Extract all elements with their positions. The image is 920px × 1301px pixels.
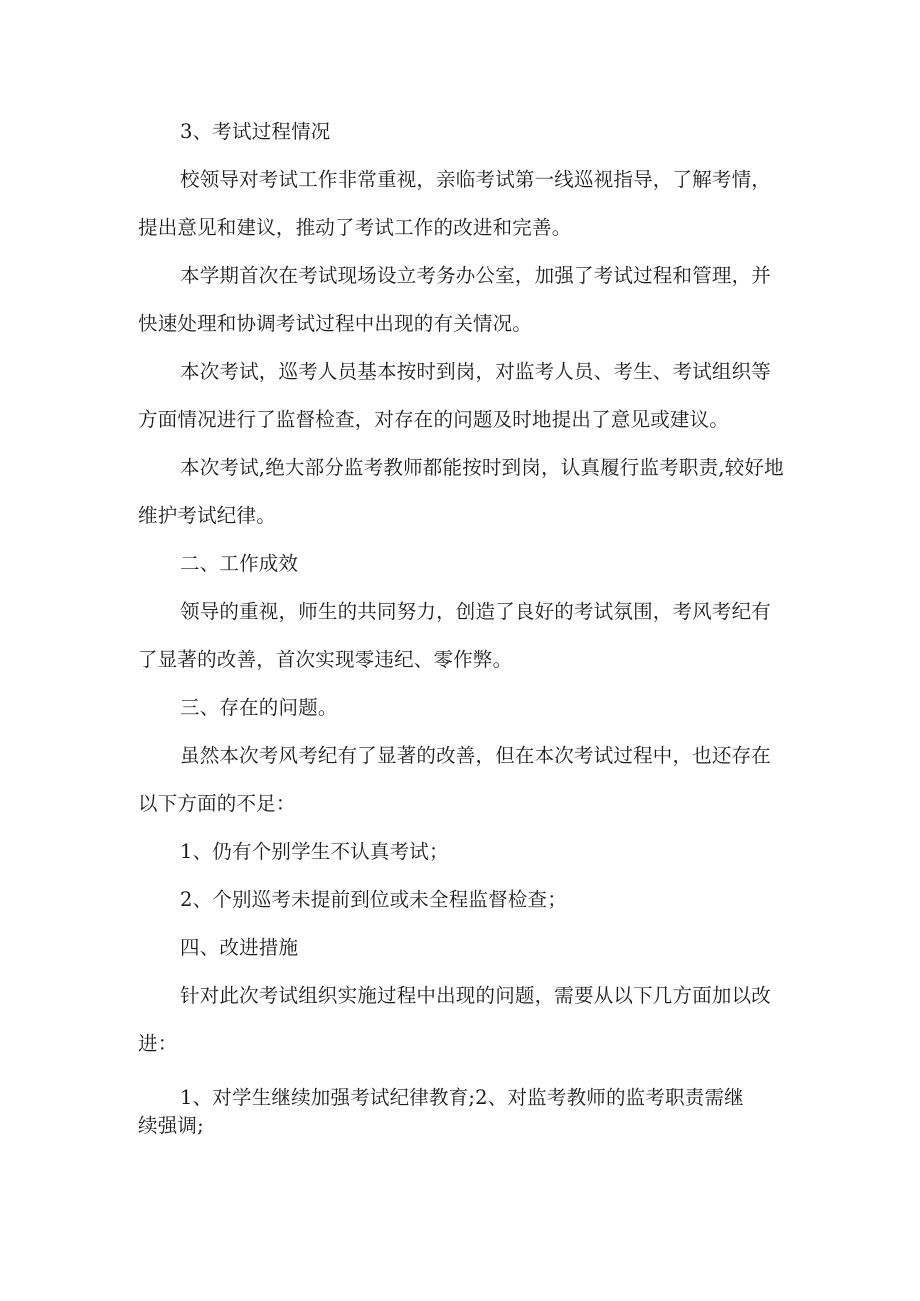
paragraph-problems: 虽然本次考风考纪有了显著的改善，但在本次考试过程中，也还存在以下方面的不足： xyxy=(138,744,772,815)
problem-item-2: 2、个别巡考未提前到位或未全程监督检查； xyxy=(180,888,567,911)
improvement-items: 1、对学生继续加强考试纪律教育;2、对监考教师的监考职责需继续强调; xyxy=(138,1086,744,1137)
section-heading-exam-process: 3、考试过程情况 xyxy=(180,120,331,143)
section-heading-problems: 三、存在的问题。 xyxy=(180,696,338,719)
paragraph-proctors: 本次考试,绝大部分监考教师都能按时到岗，认真履行监考职责,较好地维护考试纪律。 xyxy=(138,456,784,527)
problem-item-1: 1、仍有个别学生不认真考试； xyxy=(180,840,449,863)
paragraph-improvements: 针对此次考试组织实施过程中出现的问题，需要从以下几方面加以改进： xyxy=(138,984,772,1055)
paragraph-results: 领导的重视，师生的共同努力，创造了良好的考试氛围，考风考纪有了显著的改善，首次实现零违纪、零作弊。 xyxy=(138,600,772,671)
paragraph-inspectors: 本次考试，巡考人员基本按时到岗，对监考人员、考生、考试组织等方面情况进行了监督检查，对存在的问题及时地提出了意见或建议。 xyxy=(138,360,772,431)
paragraph-leadership: 校领导对考试工作非常重视，亲临考试第一线巡视指导，了解考情，提出意见和建议，推动了考试工作的改进和完善。 xyxy=(138,168,772,239)
section-heading-improvements: 四、改进措施 xyxy=(180,936,299,959)
paragraph-exam-office: 本学期首次在考试现场设立考务办公室，加强了考试过程和管理，并快速处理和协调考试过程中出现的有关情况。 xyxy=(138,264,772,335)
section-heading-results: 二、工作成效 xyxy=(180,552,299,575)
